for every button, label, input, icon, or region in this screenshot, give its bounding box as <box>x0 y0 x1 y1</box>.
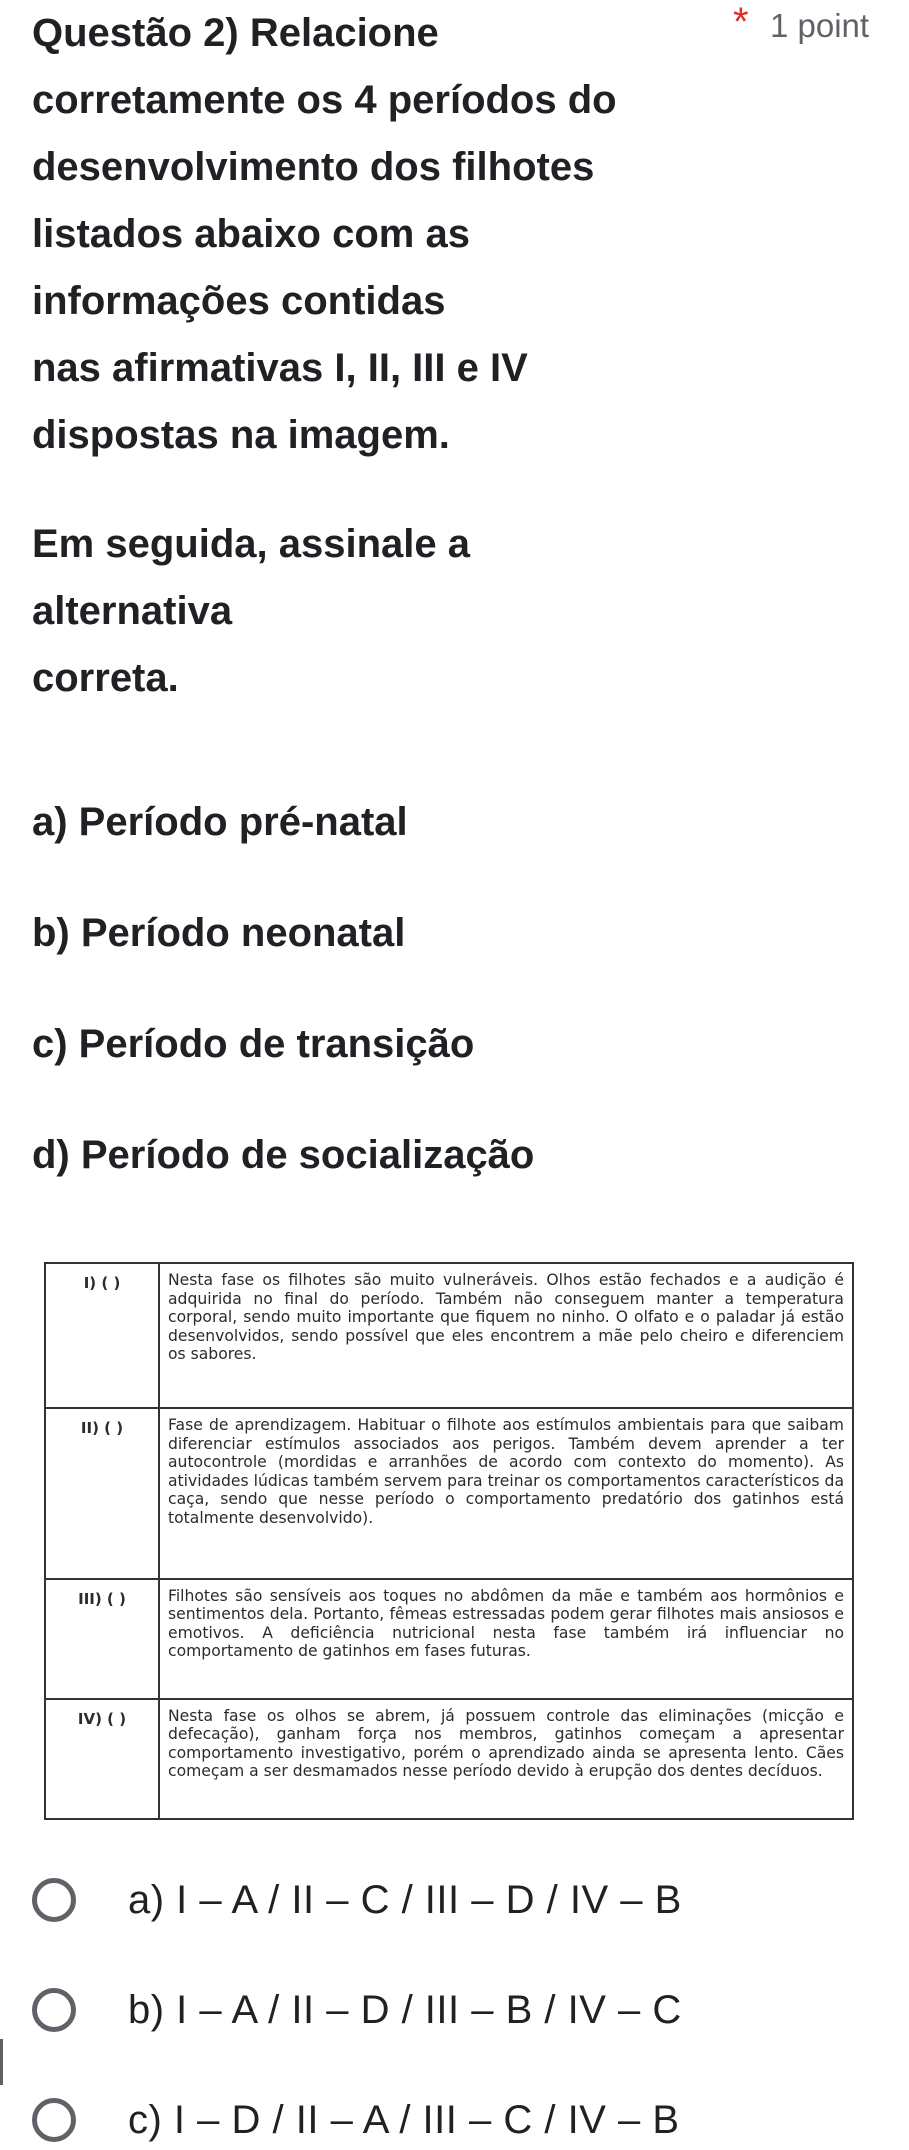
instruction-line: correta. <box>32 656 179 700</box>
question-title <box>32 0 672 712</box>
title-spacer <box>32 469 672 511</box>
statements-table-image <box>44 1262 854 1820</box>
question-title-line: listados abaixo com as <box>32 212 470 256</box>
question-title-line: dispostas na imagem. <box>32 413 450 457</box>
table-row <box>45 1263 853 1408</box>
answer-option-b[interactable] <box>32 1980 852 2040</box>
statement-text: Nesta fase os filhotes são muito vulneráveis. Olhos estão fechados e a audição é adquirida no final do período. Também não conseguem manter a temperatura corporal, sendo muito importante que fiquem no ninho. O olfato e o paladar já estão desenvolvidos, sendo possível que eles encontrem a mãe pelo cheiro e diferenciem os sabores. <box>159 1263 853 1408</box>
table-row <box>45 1408 853 1579</box>
statement-number: III) ( ) <box>45 1579 159 1699</box>
focus-indicator <box>0 2039 3 2085</box>
question-title-line: nas afirmativas I, II, III e IV <box>32 346 528 390</box>
answer-option-a[interactable] <box>32 1870 852 1930</box>
question-title-line: desenvolvimento dos filhotes <box>32 145 595 189</box>
radio-button[interactable] <box>32 1988 76 2032</box>
option-label[interactable]: b) I – A / II – D / III – B / IV – C <box>128 1988 682 2032</box>
question-title-line: Questão 2) Relacione <box>32 11 439 55</box>
statement-number: II) ( ) <box>45 1408 159 1579</box>
question-title-line: corretamente os 4 períodos do <box>32 78 617 122</box>
period-item-transition: c) Período de transição <box>32 1022 475 1066</box>
instruction-line: Em seguida, assinale a alternativa <box>32 522 470 633</box>
answer-option-c[interactable] <box>32 2090 852 2150</box>
period-item-socialization: d) Período de socialização <box>32 1133 535 1177</box>
radio-button[interactable] <box>32 1878 76 1922</box>
statement-number: IV) ( ) <box>45 1699 159 1819</box>
required-asterisk: * <box>733 0 749 44</box>
option-label[interactable]: a) I – A / II – C / III – D / IV – B <box>128 1878 682 1922</box>
table-row <box>45 1579 853 1699</box>
statement-text: Fase de aprendizagem. Habituar o filhote aos estímulos ambientais para que saibam diferenciar estímulos associados aos perigos. Também devem aprender a ter autocontrole (mordidas e arranhões de acordo com contexto do momento). As atividades lúdicas também servem para treinar os comportamentos característicos da caça, sendo que nesse período o comportamento predatório dos gatinhos está totalmente desenvolvido). <box>159 1408 853 1579</box>
table-row <box>45 1699 853 1819</box>
question-title-line: informações contidas <box>32 279 446 323</box>
period-item-prenatal: a) Período pré-natal <box>32 800 408 844</box>
statement-number: I) ( ) <box>45 1263 159 1408</box>
points-label: 1 point <box>770 7 870 44</box>
statement-text: Nesta fase os olhos se abrem, já possuem controle das eliminações (micção e defecação), ganham força nos membros, gatinhos começam a apresentar comportamento investigativo, porém o aprendizado ainda se apresenta lento. Cães começam a ser desmamados nesse período devido à erupção dos dentes decíduos. <box>159 1699 853 1819</box>
radio-button[interactable] <box>32 2098 76 2142</box>
statement-text: Filhotes são sensíveis aos toques no abdômen da mãe e também aos hormônios e sentimentos dela. Portanto, fêmeas estressadas podem gerar filhotes mais ansiosos e emotivos. A deficiência nutricional nesta fase também irá influenciar no comportamento de gatinhos em fases futuras. <box>159 1579 853 1699</box>
option-label[interactable]: c) I – D / II – A / III – C / IV – B <box>128 2098 680 2142</box>
period-item-neonatal: b) Período neonatal <box>32 911 406 955</box>
